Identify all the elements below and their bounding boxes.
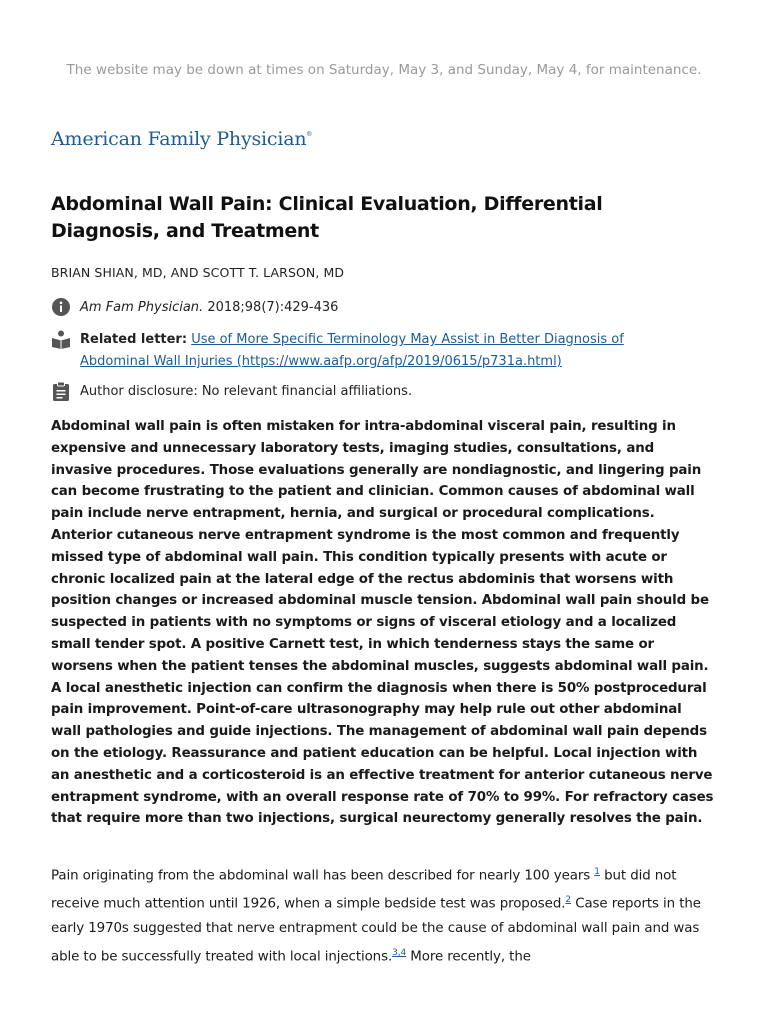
disclosure-row xyxy=(51,381,680,403)
reference-link-3-4[interactable]: 3,4 xyxy=(392,947,407,958)
related-letter-row xyxy=(51,329,680,373)
reference-link-2[interactable]: 2 xyxy=(565,895,572,906)
info-icon xyxy=(51,297,71,317)
registered-mark: ® xyxy=(306,131,313,138)
article-abstract: Abdominal wall pain is often mistaken for intra-abdominal visceral pain, resulting in expensive and unnecessary laboratory tests, imaging studies, consultations, and invasive procedures. Those evaluations generally are nondiagnostic, and lingering pain can become frustrating to the patient and clinician. Common causes of abdominal wall pain include nerve entrapment, hernia, and surgical or procedural complications. Anterior cutaneous nerve entrapment syndrome is the most common and frequently missed type of abdominal wall pain. This condition typically presents with acute or chronic localized pain at the lateral edge of the rectus abdominis that worsens with position changes or increased abdominal muscle tension. Abdominal wall pain should be suspected in patients with no symptoms or signs of visceral etiology and a localized small tender spot. A positive Carnett test, in which tenderness stays the same or worsens when the patient tenses the abdominal muscles, suggests abdominal wall pain. A local anesthetic injection can confirm the diagnosis when there is 50% postprocedural pain improvement. Point-of-care ultrasonography may help rule out other abdominal wall pathologies and guide injections. The management of abdominal wall pain depends on the etiology. Reassurance and patient education can be helpful. Local injection with an anesthetic and a corticosteroid is an effective treatment for anterior cutaneous nerve entrapment syndrome, with an overall response rate of 70% to 99%. For refractory cases that require more than two injections, surgical neurectomy generally resolves the pain. xyxy=(51,419,714,827)
disclosure-text: Author disclosure: No relevant financial affiliations. xyxy=(80,384,413,399)
citation-journal: Am Fam Physician. xyxy=(80,300,204,315)
related-letter-label: Related letter: xyxy=(80,332,188,347)
article-authors: BRIAN SHIAN, MD, AND SCOTT T. LARSON, MD xyxy=(51,265,345,280)
reference-link-1[interactable]: 1 xyxy=(594,867,600,877)
citation-text xyxy=(80,297,680,319)
article-body-paragraph xyxy=(51,860,715,969)
journal-name: American Family Physician xyxy=(51,128,307,150)
body-text-segment: but did not receive much attention until 1926, when a simple bedside test was proposed. xyxy=(51,868,677,912)
article-title: Abdominal Wall Pain: Clinical Evaluation, Differential Diagnosis, and Treatment xyxy=(51,193,603,242)
reader-icon xyxy=(51,329,71,349)
body-text-segment: More recently, the xyxy=(406,949,531,965)
citation-row xyxy=(51,297,680,319)
maintenance-notice: The website may be down at times on Saturday, May 3, and Sunday, May 4, for maintenance. xyxy=(66,62,702,78)
journal-logo[interactable] xyxy=(51,128,312,150)
clipboard-icon xyxy=(51,381,71,401)
related-letter-link[interactable]: Use of More Specific Terminology May Assist in Better Diagnosis of Abdominal Wall Injuries (https://www.aafp.org/afp/2019/0615/p731a.html) xyxy=(80,332,624,369)
body-text-segment: Case reports in the early 1970s suggested that nerve entrapment could be the cause of abdominal wall pain and was able to be successfully treated with local injections. xyxy=(51,896,701,965)
body-text-segment: Pain originating from the abdominal wall has been described for nearly 100 years xyxy=(51,868,595,884)
related-letter-text xyxy=(80,329,680,373)
citation-details: 2018;98(7):429-436 xyxy=(203,300,339,315)
